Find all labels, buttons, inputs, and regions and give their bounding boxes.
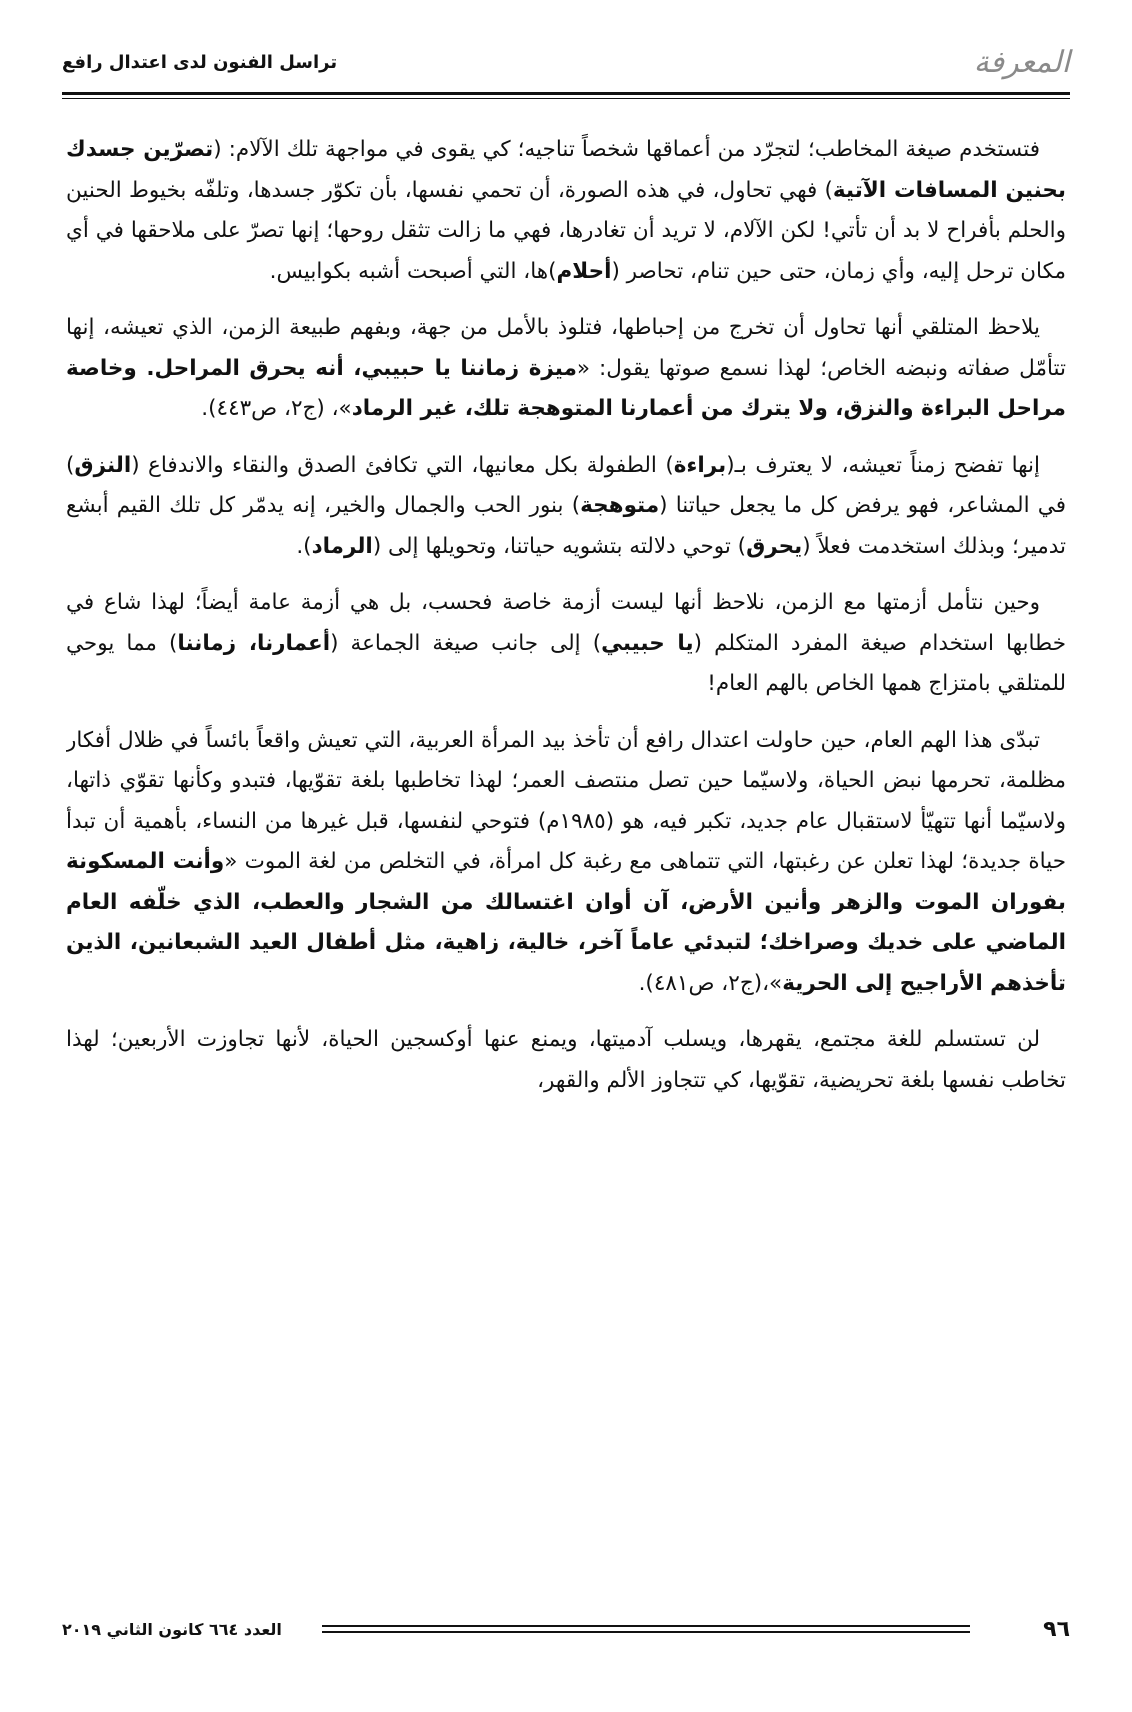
text-run: ) إلى جانب صيغة الجماعة (	[330, 630, 602, 656]
issue-info: العدد ٦٦٤ كانون الثاني ٢٠١٩	[62, 1619, 282, 1639]
bold-term: يحرق	[746, 533, 803, 559]
bold-term: أعمارنا، زماننا	[177, 630, 331, 656]
text-run: تبدّى هذا الهم العام، حين حاولت اعتدال رافع أن تأخذ بيد المرأة العربية، التي تعيش واقعاً بائساً في ظلال أفكار مظلمة، تحرمها نبض الحياة، ولاسيّما حين تصل منتصف العمر؛ لهذا تخاطبها بلغة تقوّيها، فتبدو وكأنها تقوّي ذاتها، ولاسيّما أنها تتهيّأ لاستقبال عام جديد، تكبر فيه، هو (١٩٨٥م) فتوحي لنفسها، قبل غيرها من النساء، بأهمية أن تبدأ حياة جديدة؛ لهذا تعلن عن رغبتها، التي تتماهى مع رغبة كل امرأة، في التخلص من لغة الموت «	[66, 727, 1066, 874]
bold-term: النزق	[74, 452, 132, 478]
text-run: إنها تفضح زمناً تعيشه، لا يعترف بـ(	[726, 452, 1040, 478]
paragraph-3	[66, 446, 1066, 568]
bold-term: متوهجة	[580, 493, 660, 518]
text-run: ).	[296, 533, 312, 559]
header-rule	[62, 92, 1070, 99]
paragraph-1	[66, 130, 1066, 292]
footer-rule	[322, 1625, 970, 1633]
paragraph-4	[66, 583, 1066, 705]
running-title: تراسل الفنون لدى اعتدال رافع	[62, 51, 338, 73]
page-number: ٩٦	[1043, 1616, 1070, 1642]
bold-term: براءة	[673, 452, 727, 478]
text-run: فتستخدم صيغة المخاطب؛ لتجرّد من أعماقها شخصاً تناجيه؛ كي يقوى في مواجهة تلك الآلام: (	[213, 137, 1040, 162]
bold-term: يا حبيبي	[601, 630, 694, 656]
bold-quote: تصرّين جسدك بحنين المسافات الآتية	[66, 137, 1066, 203]
text-run: يلاحظ المتلقي أنها تحاول أن تخرج من إحباطها، فتلوذ بالأمل من جهة، وبفهم طبيعة الزمن، الذي تعيشه، إنها تتأمّل صفاته ونبضه الخاص؛ لهذا نسمع صوتها يقول: «	[66, 315, 1066, 381]
text-run: ) بنور الحب والجمال والخير، إنه يدمّر كل تلك القيم أبشع تدمير؛ وبذلك استخدمت فعلاً (	[66, 493, 1066, 559]
text-run: ) الطفولة بكل معانيها، التي تكافئ الصدق والنقاء والاندفاع (	[131, 452, 674, 478]
bold-term: الرماد	[311, 533, 373, 559]
text-run: ) توحي دلالته بتشويه حياتنا، وتحويلها إلى (	[372, 533, 747, 559]
page-footer	[62, 1612, 1070, 1646]
journal-logo: المعرفة	[973, 44, 1070, 80]
text-run: ) في المشاعر، فهو يرفض كل ما يجعل حياتنا (	[66, 452, 1066, 518]
paragraph-2	[66, 308, 1066, 430]
article-body	[66, 130, 1066, 1560]
page-header	[62, 40, 1070, 84]
bold-quote: ميزة زماننا يا حبيبي، أنه يحرق المراحل. وخاصة مراحل البراءة والنزق، ولا يترك من أعمارنا المتوهجة تلك، غير الرماد	[66, 355, 1066, 421]
text-run: لن تستسلم للغة مجتمع، يقهرها، ويسلب آدميتها، ويمنع عنها أوكسجين الحياة، لأنها تجاوزت الأربعين؛ لهذا تخاطب نفسها بلغة تحريضية، تقوّيها، كي تتجاوز الألم والقهر،	[66, 1027, 1066, 1093]
text-run: ) مما يوحي للمتلقي بامتزاج همها الخاص بالهم العام!	[66, 630, 1066, 696]
text-run: وحين نتأمل أزمتها مع الزمن، نلاحظ أنها ليست أزمة خاصة فحسب، بل هي أزمة عامة أيضاً؛ لهذا شاع في خطابها استخدام صيغة المفرد المتكلم (	[66, 590, 1066, 656]
text-run: »،(ج٢، ص٤٨١).	[638, 970, 783, 996]
text-run: »، (ج٢، ص٤٤٣).	[201, 396, 352, 421]
bold-quote: وأنت المسكونة بفوران الموت والزهر وأنين الأرض، آن أوان اغتسالك من الشجار والعطب، الذي خلّفه العام الماضي على خديك وصراخك؛ لتبدئي عاماً آخر، خالية، زاهية، مثل أطفال العيد الشبعانين، الذين تأخذهم الأراجيح إلى الحرية	[66, 849, 1066, 996]
bold-term: أحلام	[556, 258, 612, 284]
text-run: ) فهي تحاول، في هذه الصورة، أن تحمي نفسها، بأن تكوّر جسدها، وتلفّه بخيوط الحنين والحلم بأفراح لا بد أن تأتي! لكن الآلام، لا تريد أن تغادرها، فهي ما زالت تثقل روحها؛ إنها تصرّ على ملاحقها في أي مكان ترحل إليه، وأي زمان، حتى حين تنام، تحاصر (	[66, 177, 1066, 284]
paragraph-5	[66, 721, 1066, 1005]
text-run: )ها، التي أصبحت أشبه بكوابيس.	[269, 258, 557, 284]
paragraph-6	[66, 1020, 1066, 1101]
